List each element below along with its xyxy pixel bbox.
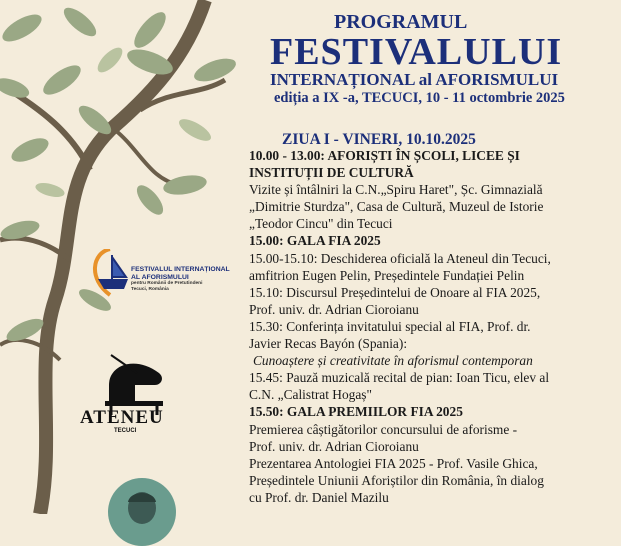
portrait-sketch — [108, 478, 176, 546]
ateneu-logo-name: ATENEU — [80, 407, 164, 428]
program-line: 15.00: GALA FIA 2025 — [249, 233, 381, 249]
program-line: 15.45: Pauză muzicală recital de pian: Ioan Ticu, elev al — [249, 370, 550, 386]
program-line: Cunoaștere și creativitate în aforismul contemporan — [253, 353, 533, 369]
program-line: Javier Recas Bayón (Spania): — [249, 336, 408, 352]
portrait-image — [108, 478, 176, 546]
program-line: „Dimitrie Sturdza", Casa de Cultură, Muzeul de Istorie — [249, 199, 544, 215]
program-line: 15.10: Discursul Președintelui de Onoare al FIA 2025, — [249, 284, 541, 300]
program-line: 10.00 - 13.00: AFORIȘTI ÎN ȘCOLI, LICEE ȘI — [249, 148, 520, 163]
program-line: INSTITUȚII DE CULTURĂ — [249, 165, 414, 181]
fia-logo-text — [131, 266, 230, 292]
title-international: INTERNAȚIONAL al AFORISMULUI — [270, 70, 559, 89]
day-heading: ZIUA I - VINERI, 10.10.2025 — [282, 131, 476, 148]
fia-logo-line1: FESTIVALUL INTERNAȚIONAL — [131, 266, 230, 273]
fia-logo-line2: AL AFORISMULUI — [131, 273, 189, 281]
program-line: Premierea câștigătorilor concursului de aforisme - — [249, 421, 518, 437]
edition-line: ediția a IX -a, TECUCI, 10 - 11 octombrie 2025 — [274, 90, 565, 106]
program-line: 15.30: Conferința invitatului special al FIA, Prof. dr. — [249, 318, 531, 334]
program-line: „Teodor Cincu" din Tecuci — [249, 216, 393, 232]
title-festivalului: FESTIVALULUI — [270, 31, 563, 73]
program-line: cu Prof. dr. Daniel Mazilu — [249, 489, 389, 505]
fia-logo-line3: pentru Românii de Pretutindeni — [131, 281, 203, 286]
program-line: C.N. „Calistrat Hogaș" — [249, 387, 372, 403]
program-line: Vizite și întâlniri la C.N.„Spiru Haret", Șc. Gimnazială — [249, 182, 543, 198]
program-line: Prof. univ. dr. Adrian Cioroianu — [249, 438, 419, 454]
title-programul: PROGRAMUL — [334, 11, 468, 33]
fia-logo-line4: Tecuci, România — [131, 286, 169, 292]
program-line: 15.00-15.10: Deschiderea oficială la Ateneul din Tecuci, — [249, 250, 551, 266]
program-line: 15.50: GALA PREMIILOR FIA 2025 — [249, 404, 463, 420]
program-list — [249, 147, 619, 506]
program-line: amfitrion Eugen Pelin, Președintele Fundației Pelin — [249, 267, 525, 283]
ateneu-logo-sub: TECUCI — [114, 428, 137, 434]
program-line: Prof. univ. dr. Adrian Cioroianu — [249, 301, 419, 317]
program-line: Președintele Uniunii Aforiștilor din România, în dialog — [249, 472, 544, 488]
program-line: Prezentarea Antologiei FIA 2025 - Prof. Vasile Ghica, — [249, 455, 538, 471]
